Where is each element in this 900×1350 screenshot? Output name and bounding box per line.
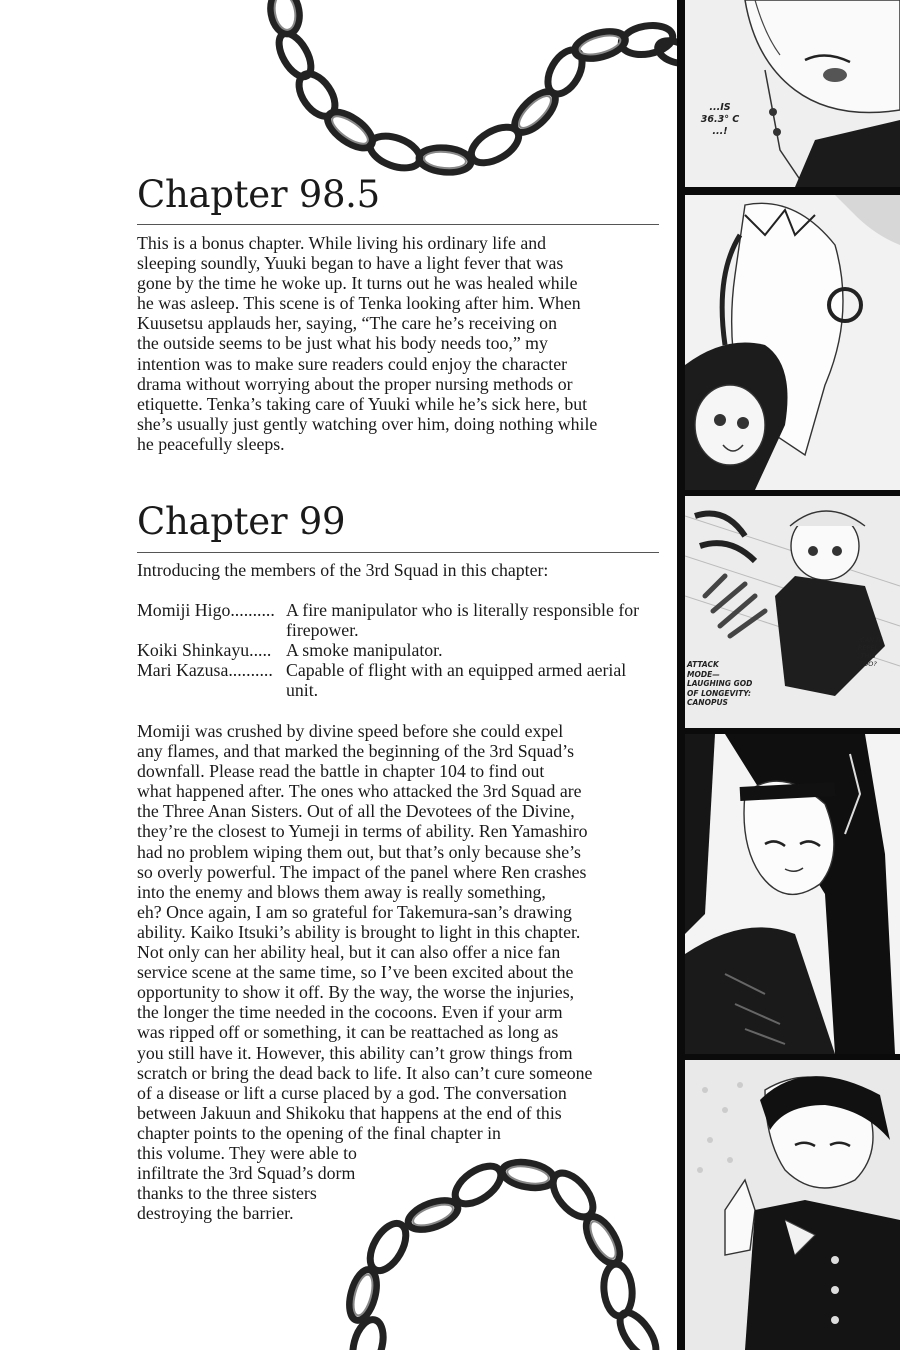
manga-panel-5 — [685, 1060, 900, 1350]
squad-member-list — [137, 600, 662, 700]
chapter-98-5-divider — [137, 224, 659, 225]
squad-member-row — [137, 660, 662, 700]
manga-panel-2 — [685, 195, 900, 490]
member-name: Mari Kazusa.......... — [137, 660, 273, 681]
panel-3-speech: ...CAN IT REPEL THIS TOO? — [854, 636, 882, 668]
bottom-chain-illustration — [318, 1135, 678, 1350]
chapter-99-heading: Chapter 99 — [137, 500, 346, 543]
chapter-98-5-heading: Chapter 98.5 — [137, 173, 380, 216]
chapter-99-divider — [137, 552, 659, 553]
member-description: A smoke manipulator. — [286, 640, 443, 661]
squad-member-row — [137, 640, 662, 660]
panel-1-caption: ...IS 36.3° C ...! — [700, 102, 740, 137]
chapter-99-intro: Introducing the members of the 3rd Squad in this chapter: — [137, 560, 549, 580]
top-chain-illustration — [255, 0, 685, 185]
member-name: Koiki Shinkayu..... — [137, 640, 272, 661]
squad-member-row — [137, 600, 662, 640]
manga-panel-4 — [685, 734, 900, 1054]
member-description: Capable of flight with an equipped armed aerial unit. — [286, 660, 627, 701]
chapter-98-5-body: This is a bonus chapter. While living his ordinary life and sleeping soundly, Yuuki began to have a light fever that was gone by the time he woke up. It turns out he was healed while he was asleep. This scene is of Tenka looking after him. When Kuusetsu applauds her, saying, “The care he’s receiving on the outside seems to be just what his body needs too,” my intention was to make sure readers could enjoy the character drama without worrying about the proper nursing methods or etiquette. Tenka’s taking care of Yuuki while he’s sick here, but she’s usually just gently watching over him, doing nothing while he peacefully sleeps. — [137, 233, 598, 454]
manga-panel-1 — [685, 0, 900, 187]
attack-mode-caption: ATTACK MODE— LAUGHING GOD OF LONGEVITY: CANOPUS — [687, 660, 753, 707]
manga-panel-3 — [685, 496, 900, 728]
member-description: A fire manipulator who is literally responsible for firepower. — [286, 600, 640, 641]
chapter-99-body: Momiji was crushed by divine speed before she could expel any flames, and that marked the beginning of the 3rd Squad’s downfall. Please read the battle in chapter 104 to find out what happened after. The ones who attacked the 3rd Squad are the Three Anan Sisters. Out of all the Devotees of the Divine, they’re the closest to Yumeji in terms of ability. Ren Yamashiro had no problem wiping them out, but that’s only because she’s so overly powerful. The impact of the panel where Ren crashes into the enemy and blows them away is really something, eh? Once again, I am so grateful for Takemura-san’s drawing ability. Kaiko Itsuki’s ability is brought to light in this chapter. Not only can her ability heal, but it can also offer a nice fan service scene at the same time, so I’ve been excited about the opportunity to show it off. By the way, the worse the injuries, the longer the time needed in the cocoons. Even if your arm was ripped off or something, it can be reattached as long as you still have it. However, this ability can’t grow things from scratch or bring the dead back to life. It also can’t cure someone of a disease or lift a curse placed by a god. The conversation between Jakuun and Shikoku that happens at the end of this chapter points to the opening of the final chapter in this volume. They were able to infiltrate the 3rd Squad’s dorm thanks to the three sisters destroying the barrier. — [137, 721, 593, 1224]
member-name: Momiji Higo.......... — [137, 600, 275, 620]
